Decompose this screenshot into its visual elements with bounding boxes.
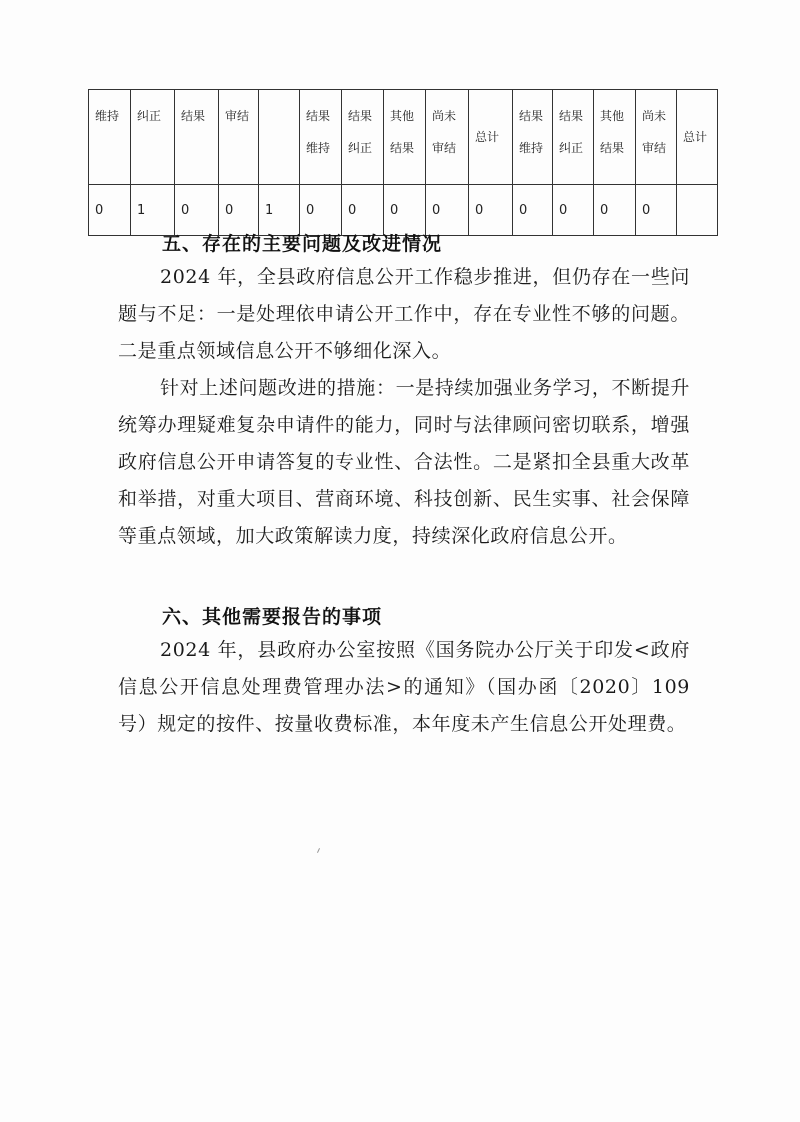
table-cell: 0: [384, 185, 426, 236]
table-header-cell: [300, 90, 342, 185]
table-cell: 0: [513, 185, 553, 236]
table-cell: 0: [342, 185, 384, 236]
statistics-table: [88, 89, 718, 236]
header-label: 维持: [95, 109, 120, 123]
table-cell: 0: [219, 185, 259, 236]
section-5-paragraph-1: 2024 年，全县政府信息公开工作稳步推进，但仍存在一些问题与不足：一是处理依申请公开工作中，存在专业性不够的问题。二是重点领域信息公开不够细化深入。: [118, 266, 690, 362]
table-cell: 0: [89, 185, 131, 236]
table-cell: 1: [259, 185, 300, 236]
header-label: 纠正: [137, 109, 162, 123]
table-header-cell: [384, 90, 426, 185]
header-label-line2: 审结: [642, 141, 667, 155]
header-label: 总计: [683, 130, 708, 144]
table-row: [89, 185, 718, 236]
header-label-line1: 结果: [348, 109, 373, 123]
header-label-line2: 维持: [306, 141, 331, 155]
header-label-line2: 结果: [390, 141, 415, 155]
table-header-cell: [259, 90, 300, 185]
table-header-cell: [342, 90, 384, 185]
header-label-line1: 尚未: [642, 109, 667, 123]
table-cell: 0: [175, 185, 219, 236]
table-cell: 0: [469, 185, 513, 236]
table-header-cell: [677, 90, 718, 185]
header-label-line1: 结果: [559, 109, 584, 123]
table-header-cell: [594, 90, 636, 185]
header-label-line1: 其他: [390, 109, 415, 123]
table-header-cell: [513, 90, 553, 185]
table-cell: 0: [553, 185, 594, 236]
header-label: 总计: [475, 130, 500, 144]
table-cell: 0: [300, 185, 342, 236]
header-label-line1: 结果: [519, 109, 544, 123]
header-label: 结果: [181, 109, 206, 123]
table-header-cell: [636, 90, 677, 185]
table-header-cell: [426, 90, 469, 185]
header-label-line2: 审结: [432, 141, 457, 155]
table-cell: 0: [594, 185, 636, 236]
table-cell: [677, 185, 718, 236]
table-header-cell: [553, 90, 594, 185]
header-label-line1: 结果: [306, 109, 331, 123]
header-label-line1: 其他: [600, 109, 625, 123]
table-cell: 0: [426, 185, 469, 236]
table-header-row: [89, 90, 718, 185]
table-header-cell: [469, 90, 513, 185]
header-label-line1: 尚未: [432, 109, 457, 123]
table-header-cell: [219, 90, 259, 185]
table-header-cell: [131, 90, 175, 185]
header-label-line2: 纠正: [559, 141, 584, 155]
table-header-cell: [175, 90, 219, 185]
table-cell: 1: [131, 185, 175, 236]
section-6-heading: 六、其他需要报告的事项: [162, 606, 383, 628]
header-label: 审结: [225, 109, 250, 123]
section-6-paragraph-1: 2024 年，县政府办公室按照《国务院办公厅关于印发<政府信息公开信息处理费管理办法>的通知》（国办函〔2020〕109 号）规定的按件、按量收费标准，本年度未产生信息公开处理费。: [118, 639, 690, 735]
section-5-paragraph-2: 针对上述问题改进的措施：一是持续加强业务学习，不断提升统筹办理疑难复杂申请件的能力，同时与法律顾问密切联系，增强政府信息公开申请答复的专业性、合法性。二是紧扣全县重大改革和举措，对重大项目、营商环境、科技创新、民生实事、社会保障等重点领域，加大政策解读力度，持续深化政府信息公开。: [118, 377, 690, 547]
section-5-heading: 五、存在的主要问题及改进情况: [162, 233, 443, 255]
table-cell: 0: [636, 185, 677, 236]
table-header-cell: [89, 90, 131, 185]
header-label-line2: 纠正: [348, 141, 373, 155]
header-label-line2: 维持: [519, 141, 544, 155]
header-label-line2: 结果: [600, 141, 625, 155]
scan-speck: [317, 848, 320, 853]
